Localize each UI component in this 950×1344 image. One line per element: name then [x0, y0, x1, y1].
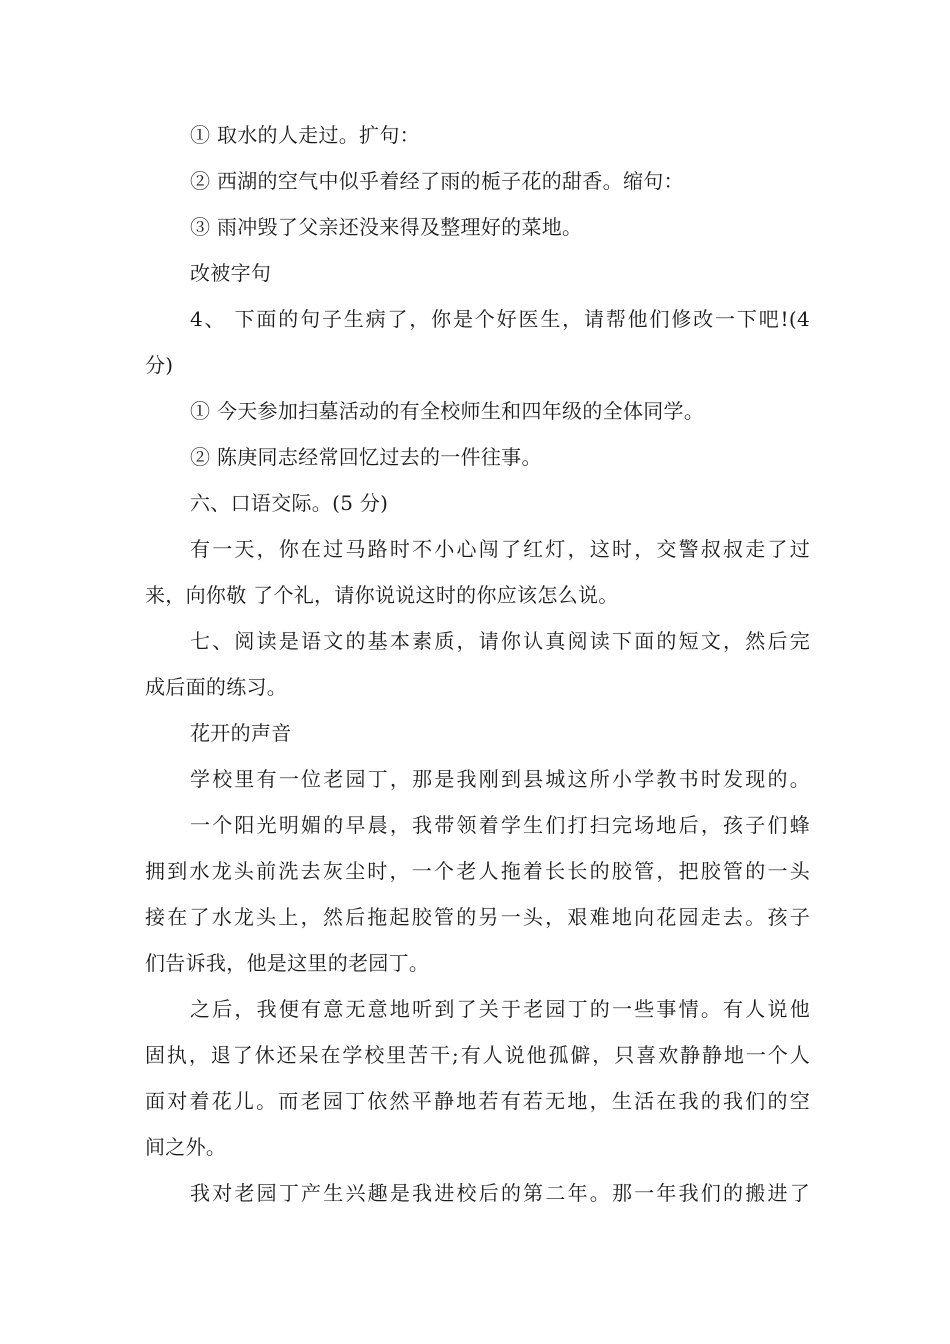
passage-paragraph-3-line-4: 间之外。 — [145, 1135, 227, 1159]
question-4-line-2: 分) — [145, 353, 174, 377]
passage-paragraph-4-line-1: 我对老园丁产生兴趣是我进校后的第二年。那一年我们的搬进了 — [190, 1181, 810, 1205]
oral-prompt-line-2: 来，向你敬 了个礼，请你说说这时的你应该怎么说。 — [145, 583, 619, 607]
passage-paragraph-2-line-1: 一个阳光明媚的早晨，我带领着学生们打扫完场地后，孩子们蜂 — [190, 813, 810, 837]
item-expand-sentence: ① 取水的人走过。扩句： — [190, 123, 420, 147]
passage-paragraph-2-line-3: 接在了水龙头上，然后拖起胶管的另一头，艰难地向花园走去。孩子 — [145, 905, 810, 929]
document-page — [145, 112, 810, 1216]
section-7-line-1: 七、阅读是语文的基本素质，请你认真阅读下面的短文，然后完 — [190, 629, 810, 653]
passage-paragraph-2-line-4: 们告诉我，他是这里的老园丁。 — [145, 951, 430, 975]
item-shorten-sentence: ② 西湖的空气中似乎着经了雨的栀子花的甜香。缩句： — [190, 169, 684, 193]
passage-paragraph-3-line-3: 面对着花儿。而老园丁依然平静地若有若无地，生活在我的我们的空 — [145, 1089, 810, 1113]
question-4-line-1: 4、 下面的句子生病了，你是个好医生，请帮他们修改一下吧!(4 — [190, 307, 810, 331]
passage-paragraph-1: 学校里有一位老园丁，那是我刚到县城这所小学教书时发现的。 — [190, 767, 810, 791]
instruction-passive: 改被字句 — [190, 261, 272, 285]
oral-prompt-line-1: 有一天，你在过马路时不小心闯了红灯，这时，交警叔叔走了过 — [190, 537, 810, 561]
passage-paragraph-2-line-2: 拥到水龙头前洗去灰尘时，一个老人拖着长长的胶管，把胶管的一头 — [145, 859, 810, 883]
sick-sentence-2: ② 陈庚同志经常回忆过去的一件往事。 — [190, 445, 542, 469]
section-6-heading: 六、口语交际。(5 分) — [190, 491, 389, 515]
passage-title: 花开的声音 — [190, 721, 292, 745]
passage-paragraph-3-line-2: 固执，退了休还呆在学校里苦干;有人说他孤僻，只喜欢静静地一个人 — [145, 1043, 810, 1067]
passage-paragraph-3-line-1: 之后，我便有意无意地听到了关于老园丁的一些事情。有人说他 — [190, 997, 810, 1021]
sick-sentence-1: ① 今天参加扫墓活动的有全校师生和四年级的全体同学。 — [190, 399, 705, 423]
section-7-line-2: 成后面的练习。 — [145, 675, 288, 699]
item-passive-sentence: ③ 雨冲毁了父亲还没来得及整理好的菜地。 — [190, 215, 583, 239]
